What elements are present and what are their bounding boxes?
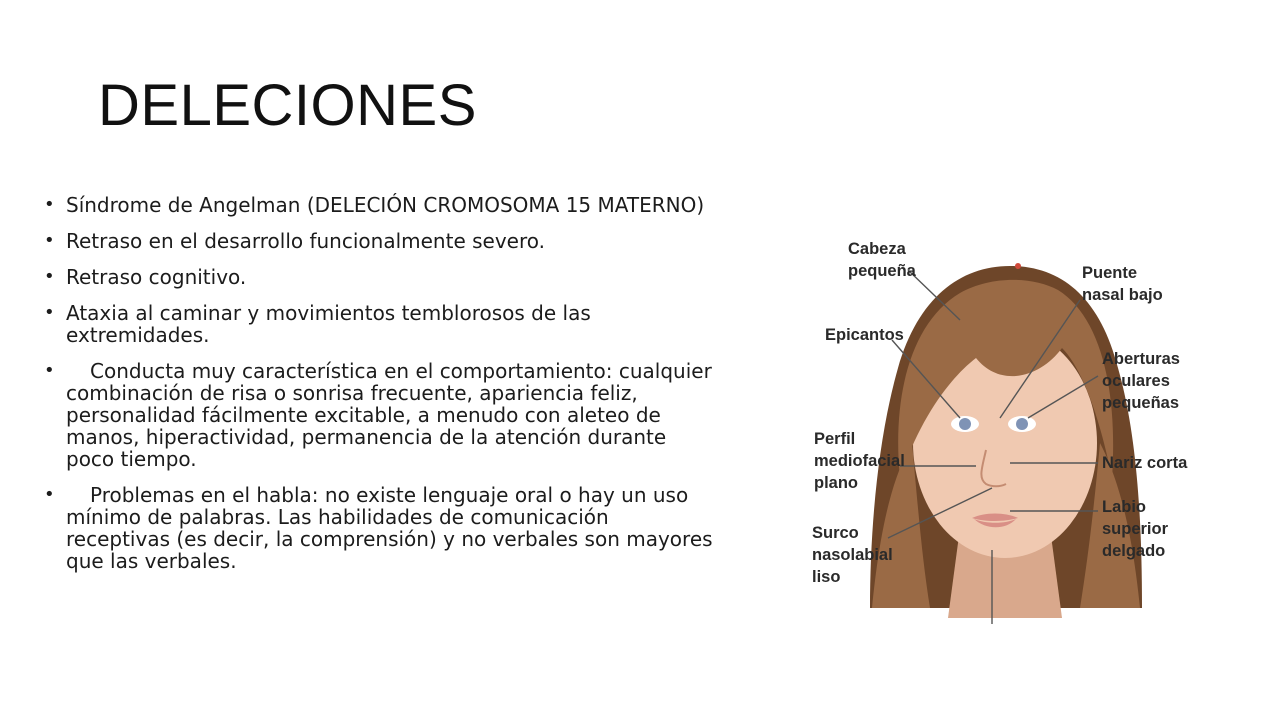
label-epicantos: Epicantos: [825, 326, 904, 344]
label-perfil-3: plano: [814, 474, 858, 492]
left-iris: [959, 418, 971, 430]
label-nariz: Nariz corta: [1102, 454, 1188, 472]
label-puente-2: nasal bajo: [1082, 286, 1163, 304]
bullet-item: [44, 230, 716, 252]
label-cabeza-1: Cabeza: [848, 240, 906, 258]
bullet-item: [44, 194, 716, 216]
bullet-dot: •: [44, 266, 55, 287]
angelman-face-figure: [800, 228, 1200, 628]
bullet-dot: •: [44, 194, 55, 215]
label-perfil-2: mediofacial: [814, 452, 905, 470]
label-labio-3: delgado: [1102, 542, 1166, 560]
label-aberturas-3: pequeñas: [1102, 394, 1180, 412]
label-cabeza-2: pequeña: [848, 262, 916, 280]
bullet-text: Conducta muy característica en el comportamiento: cualquier combinación de risa o sonrisa frecuente, apariencia feliz, personalidad fácilmente excitable, a menudo con aleteo de manos, hiperactividad, permanencia de la atención durante poco tiempo.: [66, 359, 712, 471]
bullet-item: [44, 266, 716, 288]
bullet-item: [44, 484, 716, 572]
label-labio-1: Labio: [1102, 498, 1146, 516]
label-surco-2: nasolabial: [812, 546, 893, 564]
bullet-dot: •: [44, 360, 55, 381]
slide-title: DELECIONES: [98, 73, 477, 138]
label-surco-1: Surco: [812, 524, 859, 542]
right-iris: [1016, 418, 1028, 430]
label-aberturas-2: oculares: [1102, 372, 1170, 390]
hair-clip: [1015, 263, 1021, 269]
label-surco-3: liso: [812, 568, 841, 586]
bullet-list: [44, 194, 716, 586]
label-puente-1: Puente: [1082, 264, 1138, 282]
bullet-item: [44, 360, 716, 470]
bullet-text: Retraso en el desarrollo funcionalmente severo.: [66, 229, 545, 253]
bullet-dot: •: [44, 484, 55, 505]
label-labio-2: superior: [1102, 520, 1169, 538]
label-perfil-1: Perfil: [814, 430, 856, 448]
bullet-dot: •: [44, 230, 55, 251]
bullet-text: Síndrome de Angelman (DELECIÓN CROMOSOMA 15 MATERNO): [66, 193, 705, 217]
bullet-text: Retraso cognitivo.: [66, 265, 247, 289]
bullet-dot: •: [44, 302, 55, 323]
bullet-item: [44, 302, 716, 346]
bullet-text: Ataxia al caminar y movimientos temblorosos de las extremidades.: [66, 301, 591, 347]
label-aberturas-1: Aberturas: [1102, 350, 1180, 368]
bullet-text: Problemas en el habla: no existe lenguaje oral o hay un uso mínimo de palabras. Las habilidades de comunicación receptivas (es decir, la comprensión) y no verbales son mayores que las verbales.: [66, 483, 713, 573]
